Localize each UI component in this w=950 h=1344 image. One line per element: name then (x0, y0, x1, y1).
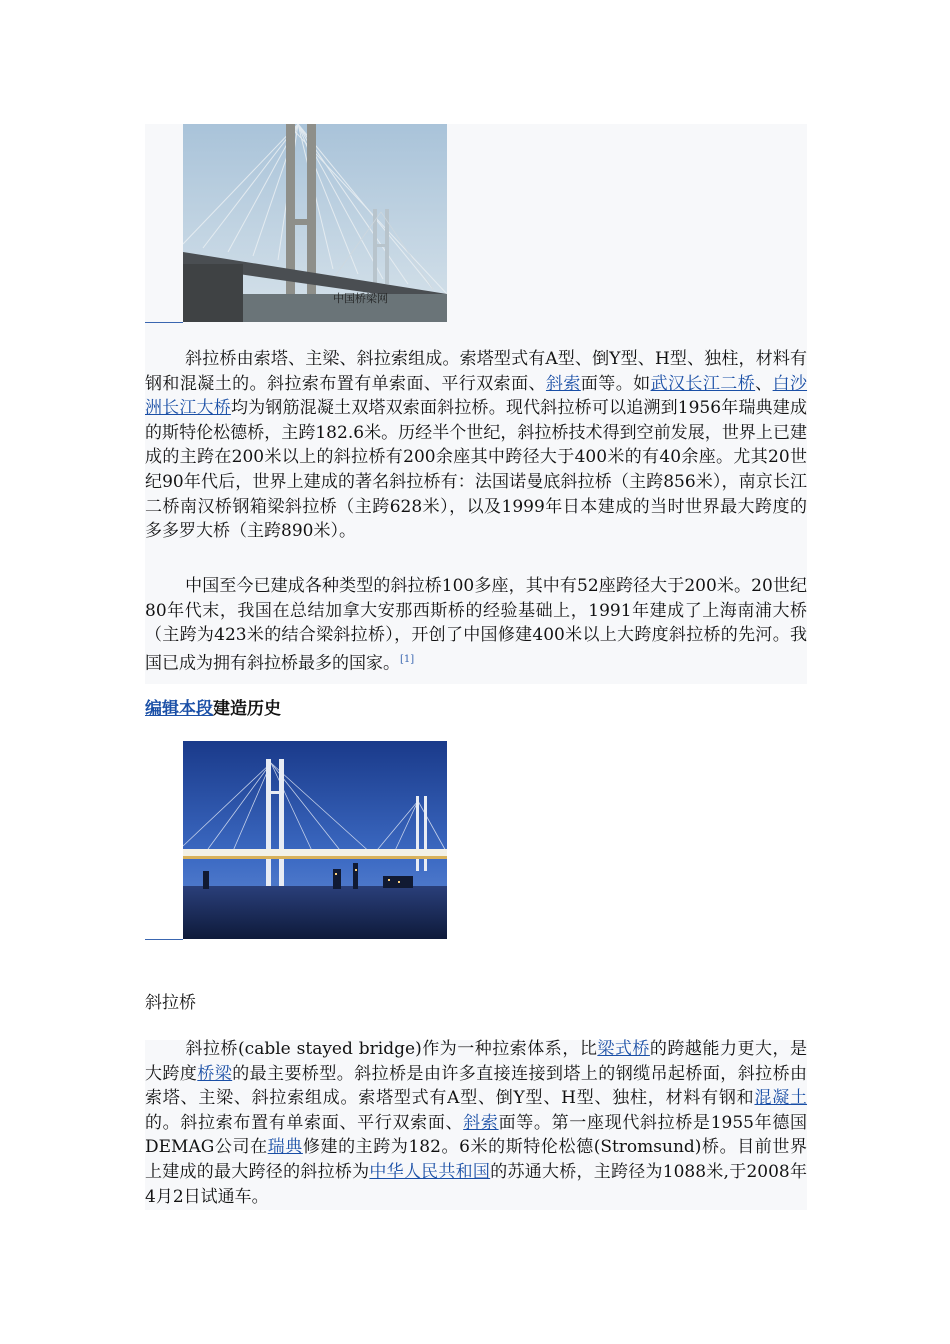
link-baishazhou-bridge[interactable]: 白沙洲长江大桥 (145, 373, 808, 419)
bridge-photo-day[interactable] (183, 124, 447, 322)
link-xiesuo-2[interactable]: 斜索 (463, 1112, 499, 1133)
link-xiesuo[interactable]: 斜索 (545, 373, 581, 394)
para3-text-5: 面等。第一座现代斜拉桥是1955年德国DEMAG公司在 (145, 1112, 808, 1158)
para1-text-2: 面等。如 (580, 373, 651, 394)
para1-text-4: 均为钢筋混凝土双塔双索面斜拉桥。现代斜拉桥可以追溯到1956年瑞典建成的斯特伦松德桥，主跨182.6米。历经半个世纪，斜拉桥技术得到空前发展，世界上已建成的主跨在200米以上的斜拉桥有200余座其中跨径大于400米的有40余座。尤其20世纪90年代后，世界上建成的著名斜拉桥有：法国诺曼底斜拉桥（主跨856米），南京长江二桥南汉桥钢箱梁斜拉桥（主跨628米），以及1999年日本建成的当时世界最大跨度的多多罗大桥（主跨890米）。 (145, 398, 807, 542)
paragraph-intro (145, 347, 807, 544)
section-heading (145, 694, 281, 719)
edit-section-link[interactable]: 编辑本段 (145, 699, 213, 719)
para2-text: 中国至今已建成各种类型的斜拉桥100多座，其中有52座跨径大于200米。20世纪80年代末，我国在总结加拿大安那西斯桥的经验基础上，1991年建成了上海南浦大桥（主跨为423米的结合梁斜拉桥），开创了中国修建400米以上大跨度斜拉桥的先河。我国已成为拥有斜拉桥最多的国家。 (145, 576, 807, 674)
para3-text-6: 修建的主跨为182。6米的斯特伦松德(Stromsund)桥。目前世界上建成的最大跨径的斜拉桥为 (145, 1137, 807, 1182)
para1-text-1: 斜拉桥由索塔、主梁、斜拉索组成。索塔型式有A型、倒Y型、H型、独柱，材料有钢和混凝土的。斜拉索布置有单索面、平行双索面、 (145, 349, 807, 394)
paragraph-china (145, 574, 807, 676)
section-title: 建造历史 (213, 699, 281, 719)
link-concrete[interactable]: 混凝土 (754, 1088, 808, 1109)
link-prc[interactable]: 中华人民共和国 (369, 1161, 491, 1182)
bridge-photo-night[interactable] (183, 741, 447, 939)
para3-text-7: 的苏通大桥，主跨径为1088米,于2008年4月2日试通车。 (145, 1161, 808, 1207)
link-wuhan-bridge[interactable]: 武汉长江二桥 (650, 373, 756, 394)
link-bridge[interactable]: 桥梁 (197, 1063, 233, 1084)
para1-text-3: 、 (755, 373, 773, 394)
image-caption: 斜拉桥 (145, 993, 196, 1013)
para3-text-4: 的。斜拉索布置有单索面、平行双索面、 (145, 1112, 464, 1133)
para3-text-2: 的跨越能力更大，是大跨度 (145, 1039, 808, 1084)
para3-text-3: 的最主要桥型。斜拉桥是由许多直接连接到塔上的钢缆吊起桥面，斜拉桥由索塔、主梁、斜拉索组成。索塔型式有A型、倒Y型、H型、独柱，材料有钢和 (145, 1063, 808, 1109)
watermark-text: 中国桥梁网 (333, 292, 388, 305)
link-sweden[interactable]: 瑞典 (267, 1137, 303, 1158)
image-link-underline-2[interactable] (145, 939, 183, 940)
reference-link[interactable]: [1] (400, 653, 415, 665)
link-beam-bridge[interactable]: 梁式桥 (597, 1039, 650, 1059)
paragraph-definition (145, 1037, 807, 1209)
para3-text-1: 斜拉桥(cable stayed bridge)作为一种拉索体系，比 (185, 1039, 598, 1059)
image-link-underline-1[interactable] (145, 322, 183, 323)
